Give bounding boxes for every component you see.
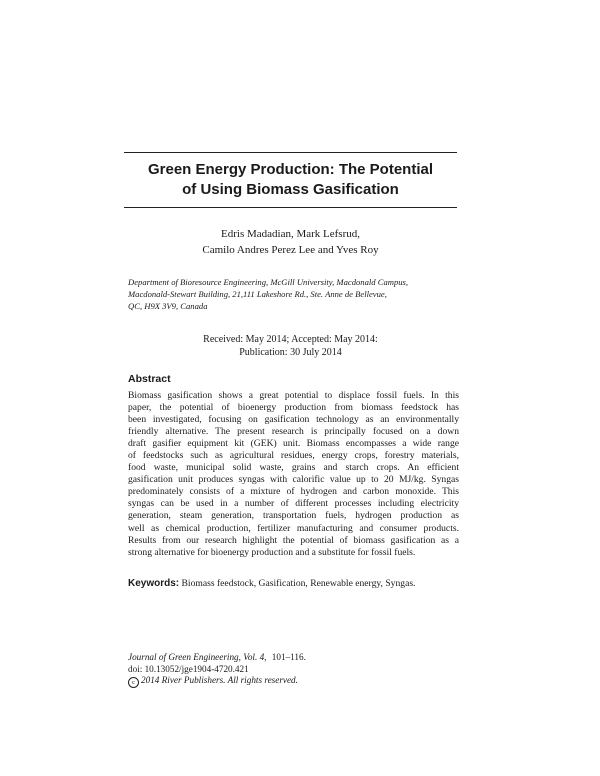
title-bottom-rule	[124, 207, 457, 208]
abstract-line: been investigated, focusing on gasification technology as an environmentally	[128, 414, 459, 426]
journal-doi: doi: 10.13052/jge1904-4720.421	[128, 663, 249, 674]
copyright-icon: c	[128, 677, 139, 688]
abstract-line: syngas can be used in a number of different processes including electricity	[128, 498, 459, 510]
title-line-1: Green Energy Production: The Potential	[147, 161, 434, 178]
keywords	[128, 577, 459, 590]
dates-line-1: Received: May 2014; Accepted: May 2014:	[203, 334, 378, 345]
abstract-line: strong alternative for bioenergy production and a substitute for fossil fuels.	[128, 546, 416, 558]
abstract-body	[128, 390, 459, 559]
publication-dates	[124, 333, 457, 359]
dates-line-2: Publication: 30 July 2014	[239, 347, 342, 358]
journal-citation	[128, 652, 459, 664]
affiliation-line-1: Department of Bioresource Engineering, McGill University, Macdonald Campus,	[128, 277, 409, 287]
affiliation-line-2: Macdonald-Stewart Building, 21,111 Lakeshore Rd., Ste. Anne de Bellevue,	[128, 289, 387, 299]
abstract-line: Biomass gasification shows a great potential to displace fossil fuels. In this	[128, 390, 459, 401]
abstract-line: draft gasifier equipment kit (GEK) unit. Biomass encompasses a wide range	[128, 438, 459, 450]
abstract-line: paper, the potential of bioenergy production from biomass feedstock has	[128, 402, 459, 414]
journal-pages: 101–116.	[271, 652, 306, 662]
abstract-line: well as chemical production, fertilizer manufacturing and consumer products.	[128, 522, 459, 534]
abstract-heading: Abstract	[128, 373, 171, 385]
affiliation	[128, 276, 458, 312]
abstract-line: predominately consists of a mixture of hydrogen and carbon monoxide. This	[128, 486, 459, 498]
abstract-line: Results from our research highlight the potential of biomass gasification as a	[128, 534, 459, 546]
copyright-text: 2014 River Publishers. All rights reserved.	[141, 675, 298, 685]
keywords-label: Keywords:	[128, 578, 180, 589]
authors-line-1: Edris Madadian, Mark Lefsrud,	[221, 228, 360, 240]
author-list	[124, 226, 457, 258]
abstract-line: food waste, municipal solid waste, grains and starch crops. An efficient	[128, 462, 459, 474]
abstract-line: gasification unit produces syngas with calorific value up to 20 MJ/kg. Syngas	[128, 474, 459, 486]
abstract-line: of feedstocks such as agricultural residues, energy crops, forestry materials,	[128, 450, 459, 462]
journal-name: Journal of Green Engineering, Vol. 4,	[128, 652, 267, 662]
abstract-line: generation, steam generation, transportation fuels, hydrogen production as	[128, 510, 459, 522]
authors-line-2: Camilo Andres Perez Lee and Yves Roy	[202, 244, 379, 256]
title-top-rule	[124, 152, 457, 153]
abstract-line: friendly alternative. The present research is principally focused on a down	[128, 426, 459, 438]
keywords-text: Biomass feedstock, Gasification, Renewable energy, Syngas.	[181, 578, 416, 589]
paper-title	[124, 160, 457, 200]
title-line-2: of Using Biomass Gasification	[182, 181, 399, 198]
copyright-line	[128, 675, 459, 688]
affiliation-line-3: QC, H9X 3V9, Canada	[128, 301, 208, 311]
journal-footer	[128, 652, 459, 688]
